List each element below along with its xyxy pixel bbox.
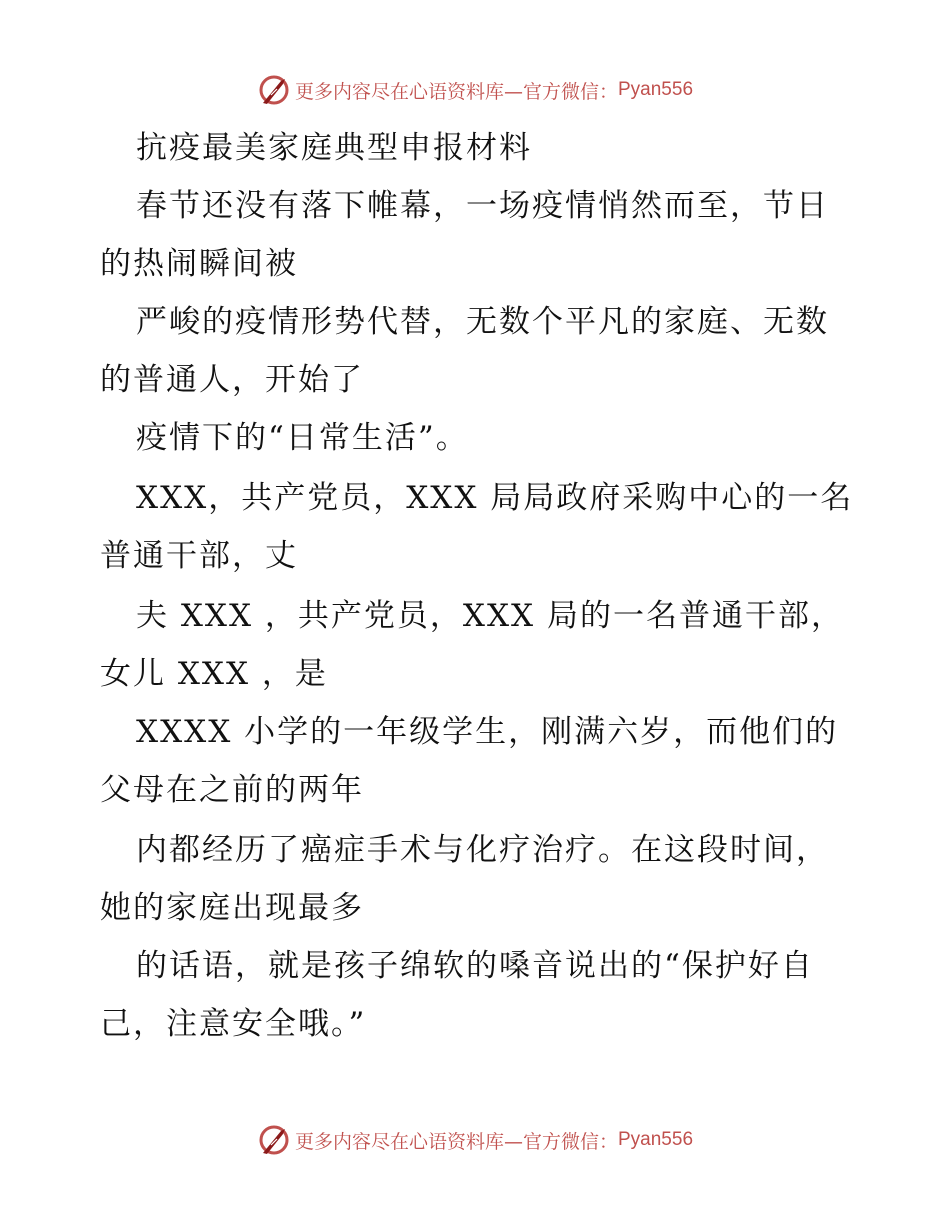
document-title: 抗疫最美家庭典型申报材料 — [136, 130, 532, 166]
paragraph-line: XXXX 小学的一年级学生，刚满六岁，而他们的 — [136, 714, 839, 750]
header-watermark — [0, 70, 950, 110]
paragraph-line: XXX，共产党员，XXX 局局政府采购中心的一名 — [136, 480, 854, 516]
quill-logo-icon — [257, 1123, 291, 1157]
watermark-text: 更多内容尽在心语资料库—官方微信： — [294, 80, 618, 103]
paragraph-line: 己，注意安全哦。” — [100, 1006, 367, 1042]
paragraph-line: 的普通人，开始了 — [100, 362, 364, 398]
paragraph-line: 内都经历了癌症手术与化疗治疗。在这段时间， — [136, 832, 829, 868]
watermark-wechat-id: Pyan556 — [618, 1129, 694, 1150]
paragraph-line: 普通干部，丈 — [100, 538, 298, 574]
paragraph-line: 夫 XXX ，共产党员，XXX 局的一名普通干部， — [136, 598, 844, 634]
footer-watermark — [0, 1120, 950, 1160]
watermark-wechat-id: Pyan556 — [618, 79, 694, 100]
paragraph-line: 她的家庭出现最多 — [100, 890, 364, 926]
paragraph-line: 父母在之前的两年 — [100, 772, 364, 808]
paragraph-line: 的热闹瞬间被 — [100, 246, 298, 282]
quill-logo-icon — [257, 73, 291, 107]
paragraph-line: 春节还没有落下帷幕，一场疫情悄然而至，节日 — [136, 188, 829, 224]
paragraph-line: 疫情下的“日常生活”。 — [136, 420, 469, 456]
paragraph-line: 严峻的疫情形势代替，无数个平凡的家庭、无数 — [136, 304, 829, 340]
paragraph-line: 女儿 XXX ，是 — [100, 656, 328, 692]
watermark-text: 更多内容尽在心语资料库—官方微信： — [294, 1130, 618, 1153]
paragraph-line: 的话语，就是孩子绵软的嗓音说出的“保护好自 — [136, 948, 814, 984]
